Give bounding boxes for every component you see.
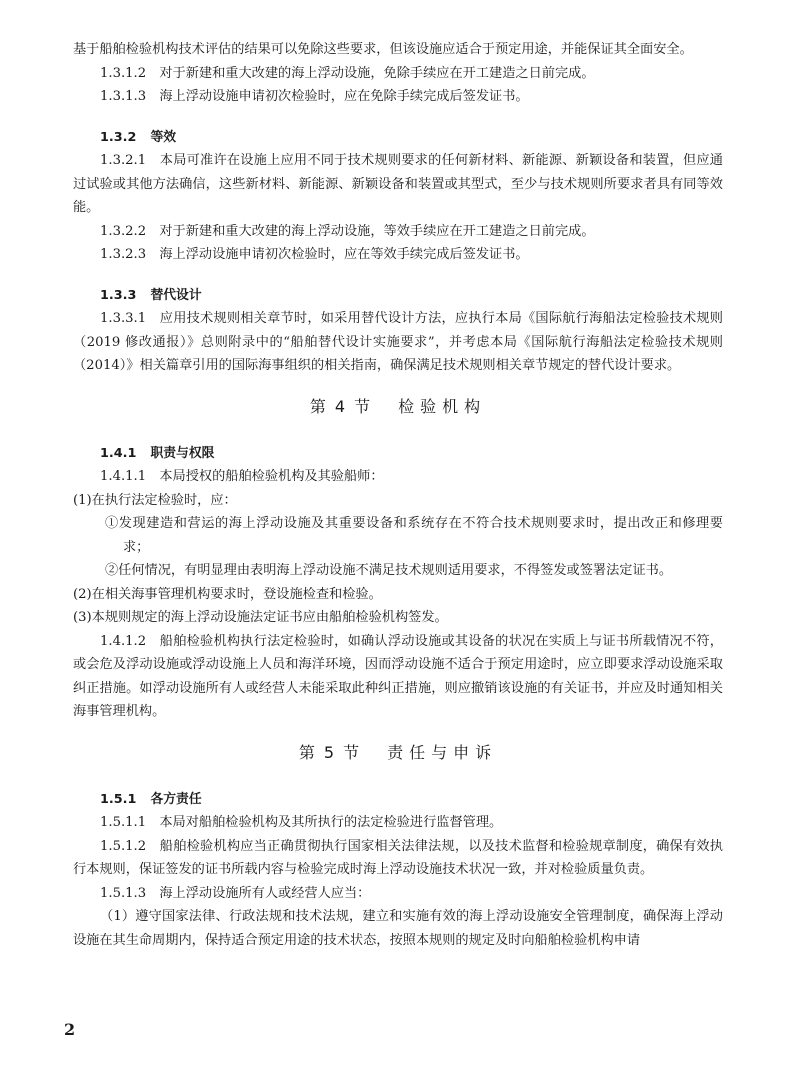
- heading-1-5-1: [73, 788, 723, 812]
- clause-1-3-1-2: 1.3.1.2 对于新建和重大改建的海上浮动设施，免除手续应在开工建造之日前完成。: [100, 65, 595, 81]
- heading-number: 1.3.2: [100, 129, 137, 145]
- heading-1-3-2: [73, 126, 723, 150]
- heading-title: 替代设计: [150, 287, 202, 303]
- page-body: [73, 38, 723, 952]
- list-subitem-b: ②任何情况，有明显理由表明海上浮动设施不满足技术规则适用要求，不得签发或签署法定证书。: [105, 563, 673, 578]
- section-name: 责任与申诉: [387, 742, 498, 762]
- list-item-1: (1)在执行法定检验时，应：: [73, 492, 237, 508]
- heading-title: 各方责任: [150, 791, 202, 807]
- section-5-title: [73, 741, 723, 765]
- paragraph-intro: 基于船舶检验机构技术评估的结果可以免除这些要求，但该设施应适合于预定用途，并能保证其全面安全。: [73, 42, 693, 57]
- list-item-2: (2)在相关海事管理机构要求时，登设施检查和检验。: [73, 586, 382, 602]
- section-4-title: [73, 395, 723, 419]
- clause-1-4-1-1: 1.4.1.1 本局授权的船舶检验机构及其验船师：: [100, 469, 384, 484]
- clause-1-5-1-3: 1.5.1.3 海上浮动设施所有人或经营人应当：: [100, 885, 371, 901]
- page-number: 2: [64, 1020, 76, 1039]
- section-name: 检验机构: [398, 396, 487, 416]
- list-item-3: (3)本规则规定的海上浮动设施法定证书应由船舶检验机构签发。: [73, 610, 448, 625]
- heading-title: 职责与权限: [150, 445, 215, 461]
- list-subitem-a: ①发现建造和营运的海上浮动设施及其重要设备和系统存在不符合技术规则要求时，提出改正和修理要求；: [105, 516, 723, 555]
- heading-1-4-1: [73, 442, 723, 466]
- clause-1-3-1-3: 1.3.1.3 海上浮动设施申请初次检验时，应在免除手续完成后签发证书。: [100, 89, 529, 104]
- clause-1-5-1-2: 1.5.1.2 船舶检验机构应当正确贯彻执行国家相关法律法规，以及技术监督和检验规章制度，确保有效执行本规则，保证签发的证书所载内容与检验完成时海上浮动设施技术状况一致，并对检验质量负责。: [73, 838, 723, 877]
- clause-1-3-2-2: 1.3.2.2 对于新建和重大改建的海上浮动设施，等效手续应在开工建造之日前完成。: [100, 223, 595, 239]
- heading-number: 1.5.1: [100, 791, 137, 807]
- clause-1-4-1-2: 1.4.1.2 船舶检验机构执行法定检验时，如确认浮动设施或其设备的状况在实质上与证书所载情况不符，或会危及浮动设施或浮动设施上人员和海洋环境，因而浮动设施不适合于预定用途时，应立即要求浮动设施采取纠正措施。如浮动设施所有人或经营人未能采取此种纠正措施，则应撤销该设施的有关证书，并应及时通知相关海事管理机构。: [73, 633, 723, 719]
- clause-1-3-2-1: 1.3.2.1 本局可准许在设施上应用不同于技术规则要求的任何新材料、新能源、新颖设备和装置，但应通过试验或其他方法确信，这些新材料、新能源、新颖设备和装置或其型式，至少与技术规则所要求者具有同等效能。: [73, 153, 723, 215]
- heading-1-3-3: [73, 284, 723, 308]
- heading-number: 1.4.1: [100, 445, 137, 461]
- section-number: 第 4 节: [309, 396, 373, 416]
- clause-1-5-1-1: 1.5.1.1 本局对船舶检验机构及其所执行的法定检验进行监督管理。: [100, 815, 503, 830]
- section-number: 第 5 节: [298, 742, 362, 762]
- heading-title: 等效: [150, 129, 177, 145]
- heading-number: 1.3.3: [100, 287, 137, 303]
- clause-1-3-2-3: 1.3.2.3 海上浮动设施申请初次检验时，应在等效手续完成后签发证书。: [100, 247, 529, 262]
- clause-1-3-3-1: 1.3.3.1 应用技术规则相关章节时，如采用替代设计方法，应执行本局《国际航行海船法定检验技术规则（2019 修改通报）》总则附录中的“船舶替代设计实施要求”，并考虑本局《国际航行海船法定检验技术规则（2014）》相关篇章引用的国际海事组织的相关指南，确保满足技术规则相关章节规定的替代设计要求。: [73, 311, 723, 373]
- clause-1-5-1-3-item-1: （1）遵守国家法律、行政法规和技术法规，建立和实施有效的海上浮动设施安全管理制度，确保海上浮动设施在其生命周期内，保持适合预定用途的技术状态，按照本规则的规定及时向船舶检验机构申请: [73, 909, 723, 948]
